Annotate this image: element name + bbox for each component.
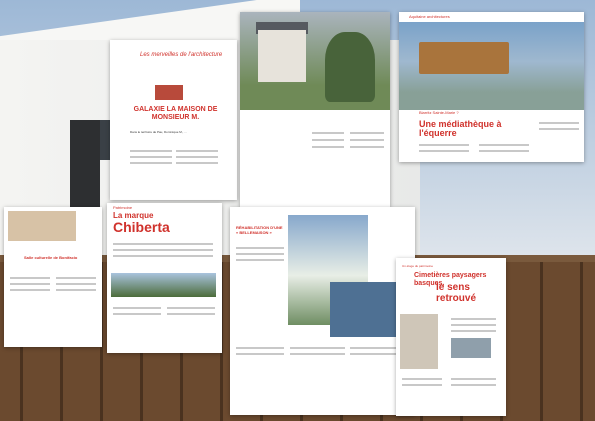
text-line: [419, 150, 469, 152]
magazine-page-rehabilitation: [230, 207, 415, 415]
page-headline: Salle culturelle de Bonifacio: [24, 255, 78, 260]
text-line: [56, 289, 96, 291]
section-title: RÉHABILITATION D'UNE « BELLEMAISON »: [236, 225, 283, 235]
text-line: [402, 378, 442, 380]
magazine-page-chiberta: [107, 203, 222, 353]
text-line: [350, 132, 384, 134]
coast-photo: [111, 273, 216, 297]
text-line: [130, 150, 172, 152]
text-line: [419, 144, 469, 146]
text-line: [10, 289, 50, 291]
text-line: [176, 150, 218, 152]
fence-slat: [580, 262, 583, 421]
text-line: [451, 324, 496, 326]
page-headline: La marque: [113, 211, 154, 220]
text-line: [113, 243, 213, 245]
text-line: [451, 378, 496, 380]
house-facade-photo: [258, 30, 306, 82]
magazine-page-house-photo: [240, 12, 390, 207]
page-headline-2: le sens retrouvé: [436, 282, 477, 304]
text-line: [539, 128, 579, 130]
text-line: [130, 162, 172, 164]
text-line: [176, 162, 218, 164]
text-line: [402, 384, 442, 386]
text-line: [312, 139, 344, 141]
text-line: [451, 384, 496, 386]
page-intro: Dans le territoire de Pau, Dominique M., ...: [130, 130, 187, 134]
magazine-page-bonifacio: [4, 207, 102, 347]
text-line: [167, 307, 215, 309]
page-kicker: Patrimoine: [113, 205, 133, 210]
tree-photo: [325, 32, 375, 102]
text-line: [113, 255, 213, 257]
text-line: [56, 277, 96, 279]
text-line: [312, 132, 344, 134]
page-kicker: Les merveilles de l'architecture: [140, 52, 223, 58]
text-line: [113, 313, 161, 315]
text-line: [56, 283, 96, 285]
page-headline: Une médiathèque à l'équerre: [419, 119, 502, 138]
text-line: [167, 313, 215, 315]
text-line: [290, 353, 345, 355]
text-line: [290, 347, 345, 349]
text-line: [539, 122, 579, 124]
text-line: [113, 249, 213, 251]
page-headline: GALAXIE LA MAISON DE MONSIEUR M.: [133, 106, 218, 121]
magazine-page-cimetieres: [396, 258, 506, 416]
text-line: [113, 307, 161, 309]
building-photo: [419, 42, 509, 74]
house-thumbnail: [155, 85, 183, 100]
cemetery-photo-2: [451, 338, 491, 358]
text-line: [236, 253, 284, 255]
text-line: [451, 330, 496, 332]
page-headline-2: Chiberta: [113, 219, 170, 235]
section-tag: Aquitaine architectures: [409, 14, 450, 19]
page-kicker: Biarritz Sainte-Marie ?: [419, 110, 459, 115]
text-line: [10, 277, 50, 279]
text-line: [236, 259, 284, 261]
section-tag: Un éloge du patrimoine: [402, 264, 434, 268]
magazine-page-galaxie: [110, 40, 237, 200]
text-line: [236, 353, 284, 355]
text-line: [479, 144, 529, 146]
text-line: [312, 146, 344, 148]
page-headline: Cimetières paysagers basques,: [414, 272, 487, 287]
text-line: [451, 318, 496, 320]
hall-photo: [8, 211, 76, 241]
text-line: [350, 146, 384, 148]
fence-slat: [540, 262, 543, 421]
text-line: [10, 283, 50, 285]
text-line: [236, 247, 284, 249]
cemetery-photo: [400, 314, 438, 369]
text-line: [479, 150, 529, 152]
text-line: [130, 156, 172, 158]
magazine-page-mediatheque: [399, 12, 584, 162]
text-line: [176, 156, 218, 158]
text-line: [236, 347, 284, 349]
text-line: [350, 139, 384, 141]
